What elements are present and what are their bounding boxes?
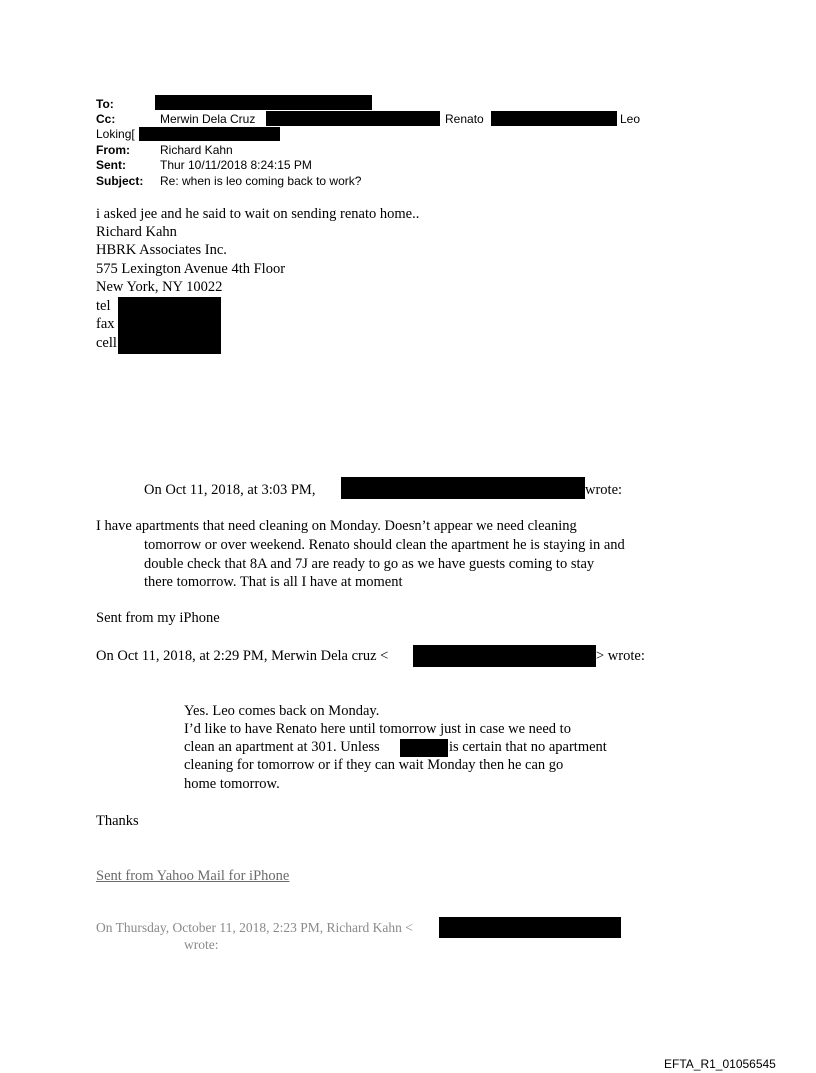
- quote2-line: Yes. Leo comes back on Monday.: [184, 703, 380, 719]
- quote2-line: home tomorrow.: [184, 776, 280, 792]
- redaction-quote1-sender: [341, 477, 585, 499]
- redaction-quote2-email: [413, 645, 596, 667]
- cc-label: Cc:: [96, 112, 116, 126]
- quote1-line: double check that 8A and 7J are ready to go as we have guests coming to stay: [144, 556, 595, 572]
- body-line: i asked jee and he said to wait on sending renato home..: [96, 206, 420, 222]
- redaction-cc-renato: [491, 111, 617, 126]
- signature-name: Richard Kahn: [96, 224, 177, 240]
- signature-address: 575 Lexington Avenue 4th Floor: [96, 261, 286, 277]
- from-value: Richard Kahn: [160, 143, 233, 157]
- signature-company: HBRK Associates Inc.: [96, 242, 227, 258]
- quote2-line: is certain that no apartment: [449, 739, 607, 755]
- signature-tel: tel: [96, 298, 111, 314]
- signature-cell: cell: [96, 335, 117, 351]
- redaction-cc-leo: [139, 127, 280, 141]
- cc-name-merwin: Merwin Dela Cruz: [160, 112, 256, 126]
- redaction-cc-merwin: [266, 111, 440, 126]
- to-label: To:: [96, 97, 114, 111]
- yahoo-mail-link[interactable]: Sent from Yahoo Mail for iPhone: [96, 868, 290, 884]
- cc-name-renato: Renato: [445, 112, 484, 126]
- redaction-phone-numbers: [118, 297, 221, 354]
- signature-city: New York, NY 10022: [96, 279, 223, 295]
- redaction-to: [155, 95, 372, 110]
- document-id: EFTA_R1_01056545: [664, 1057, 776, 1071]
- quote2-wrote: > wrote:: [596, 648, 645, 664]
- cc-name-leo: Leo: [620, 112, 641, 126]
- cc-name-loking: Loking[: [96, 127, 135, 141]
- quote1-line: tomorrow or over weekend. Renato should clean the apartment he is staying in and: [144, 537, 625, 553]
- redaction-quote2-name: [400, 739, 448, 757]
- quote1-sent-from: Sent from my iPhone: [96, 610, 220, 626]
- sent-value: Thur 10/11/2018 8:24:15 PM: [160, 158, 312, 172]
- quote3-intro: On Thursday, October 11, 2018, 2:23 PM, Richard Kahn <: [96, 920, 413, 935]
- quote2-line: clean an apartment at 301. Unless: [184, 739, 380, 755]
- quote1-intro: On Oct 11, 2018, at 3:03 PM,: [144, 482, 316, 498]
- quote3-wrote: wrote:: [184, 937, 219, 952]
- quote2-line: I’d like to have Renato here until tomorrow just in case we need to: [184, 721, 571, 737]
- subject-value: Re: when is leo coming back to work?: [160, 174, 362, 188]
- signature-fax: fax: [96, 316, 115, 332]
- sent-label: Sent:: [96, 158, 126, 172]
- quote2-thanks: Thanks: [96, 813, 139, 829]
- from-label: From:: [96, 143, 130, 157]
- redaction-quote3-email: [439, 917, 621, 938]
- quote2-line: cleaning for tomorrow or if they can wait Monday then he can go: [184, 757, 564, 773]
- quote1-line: there tomorrow. That is all I have at moment: [144, 574, 403, 590]
- quote2-intro: On Oct 11, 2018, at 2:29 PM, Merwin Dela cruz <: [96, 648, 389, 664]
- quote1-line: I have apartments that need cleaning on Monday. Doesn’t appear we need cleaning: [96, 518, 577, 534]
- quote1-wrote: wrote:: [585, 482, 623, 498]
- subject-label: Subject:: [96, 174, 144, 188]
